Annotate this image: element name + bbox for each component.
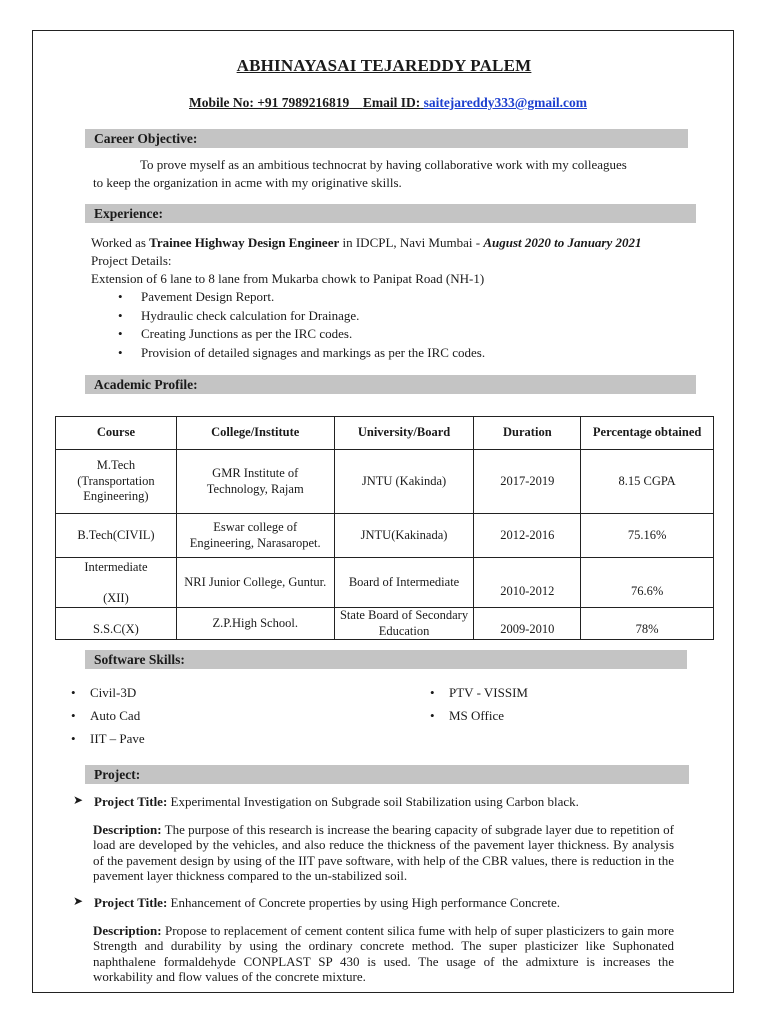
project-1-description <box>93 822 674 883</box>
cell-board: Board of Intermediate <box>334 558 474 608</box>
cell-score: 8.15 CGPA <box>581 450 714 514</box>
cell-course <box>56 558 177 608</box>
project-2-description-text: Propose to replacement of cement content silica fume with help of super plasticizers to gain more Strength and durability by using the ordinary concrete method. The super plasticizer like Suphonated naphthalene formaldehyde CONPLAST SP 430 is used. The usage of the admixture is increases the workability and flow values of the concrete mixture. <box>93 923 674 984</box>
section-software-skills: Software Skills: <box>85 650 687 669</box>
project-1-title: Experimental Investigation on Subgrade soil Stabilization using Carbon black. <box>170 794 579 809</box>
list-item: • IIT – Pave <box>66 727 145 750</box>
section-academic-profile: Academic Profile: <box>85 375 696 394</box>
course-name: Intermediate <box>84 560 148 574</box>
list-item: • Creating Junctions as per the IRC codes. <box>113 325 485 344</box>
project-2-title: Enhancement of Concrete properties by using High performance Concrete. <box>170 895 561 910</box>
career-objective-text-2: to keep the organization in acme with my originative skills. <box>93 175 402 190</box>
software-skills-right <box>425 681 528 727</box>
col-course: Course <box>56 417 177 450</box>
experience-bullets <box>113 288 485 363</box>
email-label: Email ID: <box>362 95 421 110</box>
cell-score: 75.16% <box>581 514 714 558</box>
cell-course: B.Tech(CIVIL) <box>56 514 177 558</box>
project-1-title-line <box>94 793 579 810</box>
arrow-bullet-icon: ➤ <box>73 793 84 807</box>
description-label: Description: <box>93 822 162 837</box>
cell-board: JNTU (Kakinda) <box>334 450 474 514</box>
cell-college: NRI Junior College, Guntur. <box>176 558 334 608</box>
cell-score: 78% <box>581 608 714 640</box>
cell-board: State Board of Secondary Education <box>334 608 474 640</box>
project-details-label: Project Details: <box>91 253 172 268</box>
cell-score: 76.6% <box>581 558 714 608</box>
course-level: (XII) <box>103 590 129 605</box>
job-company: in IDCPL, Navi Mumbai - <box>342 235 481 250</box>
software-skills-left <box>66 681 145 750</box>
cell-college: GMR Institute of Technology, Rajam <box>176 450 334 514</box>
list-item: • Pavement Design Report. <box>113 288 485 307</box>
list-item: • PTV - VISSIM <box>425 681 528 704</box>
table-row <box>56 608 714 640</box>
cell-duration: 2012-2016 <box>474 514 581 558</box>
list-item: • Auto Cad <box>66 704 145 727</box>
contact-line <box>0 95 768 111</box>
cell-college: Z.P.High School. <box>176 608 334 640</box>
cell-college: Eswar college of Engineering, Narasaropet. <box>176 514 334 558</box>
worked-as-label: Worked as <box>91 235 146 250</box>
description-label: Description: <box>93 923 162 938</box>
table-row <box>56 514 714 558</box>
project-title-label: Project Title: <box>94 794 168 809</box>
list-item: • Hydraulic check calculation for Drainage. <box>113 307 485 326</box>
col-percentage: Percentage obtained <box>581 417 714 450</box>
col-university: University/Board <box>334 417 474 450</box>
project-2-title-line <box>94 894 560 911</box>
col-duration: Duration <box>474 417 581 450</box>
academic-table <box>55 416 714 640</box>
table-row <box>56 450 714 514</box>
cell-duration: 2017-2019 <box>474 450 581 514</box>
project-1-description-text: The purpose of this research is increase the bearing capacity of subgrade layer due to repetition of load are developed by the vehicles, and also reduce the thickness of the pavement layer thickness. By analysis of the pavement design by using of the IIT pave software, with help of the CBR values, there is reduction in the pavement layer thickness compared to the un-stabilized soil. <box>93 822 675 883</box>
list-item: • MS Office <box>425 704 528 727</box>
mobile-number: Mobile No: +91 7989216819 <box>189 95 350 110</box>
cell-board: JNTU(Kakinada) <box>334 514 474 558</box>
section-career-objective: Career Objective: <box>85 129 688 148</box>
career-objective-text: To prove myself as an ambitious technocrat by having collaborative work with my colleagues <box>140 157 627 172</box>
list-item: • Civil-3D <box>66 681 145 704</box>
candidate-name: ABHINAYASAI TEJAREDDY PALEM <box>236 56 532 75</box>
job-period: August 2020 to January 2021 <box>483 235 642 250</box>
email-link[interactable]: saitejareddy333@gmail.com <box>423 95 587 110</box>
cell-course: M.Tech (Transportation Engineering) <box>56 450 177 514</box>
project-details-line: Extension of 6 lane to 8 lane from Mukarba chowk to Panipat Road (NH-1) <box>91 271 485 286</box>
cell-duration: 2009-2010 <box>474 608 581 640</box>
project-title-label: Project Title: <box>94 895 168 910</box>
job-role: Trainee Highway Design Engineer <box>149 235 340 250</box>
project-2-description <box>93 923 674 984</box>
cell-duration: 2010-2012 <box>474 558 581 608</box>
list-item: • Provision of detailed signages and markings as per the IRC codes. <box>113 344 485 363</box>
section-experience: Experience: <box>85 204 696 223</box>
table-row <box>56 558 714 608</box>
section-project: Project: <box>85 765 689 784</box>
col-college: College/Institute <box>176 417 334 450</box>
cell-course: S.S.C(X) <box>56 608 177 640</box>
arrow-bullet-icon: ➤ <box>73 894 84 908</box>
experience-role-line <box>91 234 642 252</box>
table-header-row <box>56 417 714 450</box>
